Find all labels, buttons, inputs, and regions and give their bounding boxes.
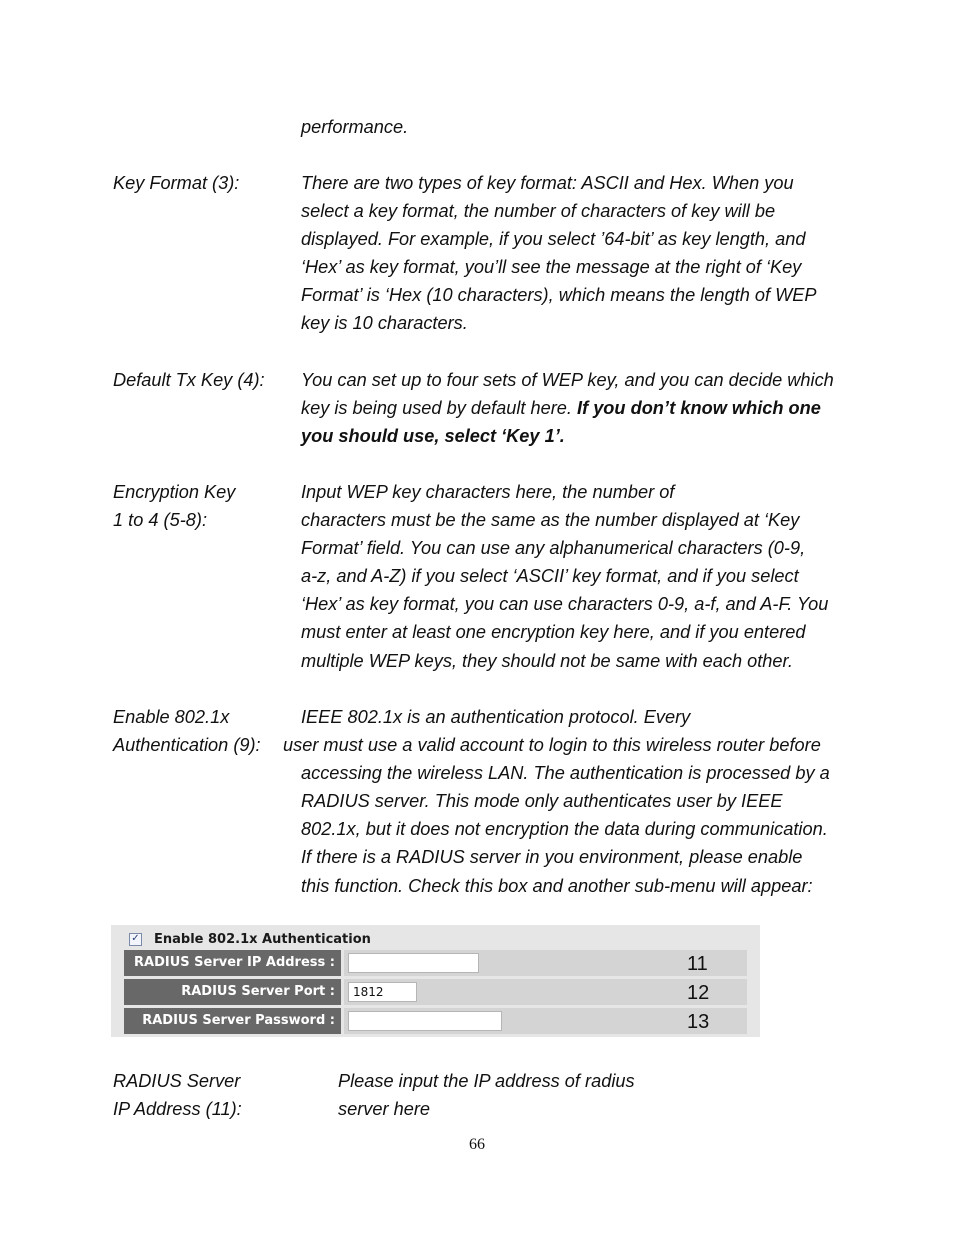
desc-line: Format’ is ‘Hex (10 characters), which means the length of WEP [301, 285, 817, 306]
desc-line [301, 394, 834, 422]
desc-emphasis: you should use, select ‘Key 1’. [301, 426, 565, 447]
default-tx-key-term: Default Tx Key (4): [113, 370, 265, 390]
enable-8021x-description [283, 703, 830, 900]
desc-line: 802.1x, but it does not encryption the data during communication. [301, 819, 828, 840]
desc-line: ‘Hex’ as key format, you can use characters 0-9, a-f, and A-F. You [301, 594, 829, 615]
enable-8021x-term [113, 703, 261, 759]
term-line: Encryption Key [113, 482, 236, 502]
enable-8021x-label: Enable 802.1x Authentication [154, 931, 371, 947]
page-number: 66 [469, 1136, 485, 1153]
encryption-key-description [301, 478, 828, 675]
callout-number: 12 [687, 982, 710, 1004]
desc-line: multiple WEP keys, they should not be same with each other. [301, 650, 793, 671]
desc-line: must enter at least one encryption key here, and if you entered [301, 622, 806, 643]
intro-continuation: performance. [301, 117, 409, 137]
radius-ip-label: RADIUS Server IP Address : [124, 950, 341, 976]
enable-8021x-checkbox[interactable]: ✓ [129, 933, 142, 946]
radius-ip-row [124, 950, 747, 976]
desc-line: Please input the IP address of radius [338, 1071, 635, 1091]
desc-emphasis: If you don’t know which one [577, 398, 821, 419]
radius-ip-description [338, 1067, 635, 1123]
desc-line: There are two types of key format: ASCII and Hex. When you [301, 173, 794, 193]
default-tx-key-description [301, 366, 834, 450]
desc-text: key is being used by default here. [301, 398, 578, 419]
radius-password-input[interactable] [348, 1011, 502, 1031]
term-line: RADIUS Server [113, 1071, 241, 1091]
desc-line: IEEE 802.1x is an authentication protocol. Every [301, 707, 691, 727]
desc-line: Format’ field. You can use any alphanumerical characters (0-9, [301, 538, 806, 559]
key-format-term: Key Format (3): [113, 173, 240, 193]
term-line: IP Address (11): [113, 1099, 242, 1120]
desc-line: Input WEP key characters here, the number of [301, 482, 675, 502]
key-format-description [301, 169, 817, 338]
desc-line: server here [338, 1099, 430, 1120]
radius-ip-cell [344, 950, 747, 976]
desc-line: RADIUS server. This mode only authenticates user by IEEE [301, 791, 783, 812]
desc-line: accessing the wireless LAN. The authentication is processed by a [301, 763, 830, 784]
desc-line: If there is a RADIUS server in you environment, please enable [301, 847, 803, 868]
desc-line: select a key format, the number of characters of key will be [301, 201, 776, 222]
radius-settings-panel [111, 925, 760, 1037]
term-line: Authentication (9): [113, 735, 261, 756]
desc-line: user must use a valid account to login to this wireless router before [283, 735, 821, 756]
desc-line: displayed. For example, if you select ’64-bit’ as key length, and [301, 229, 806, 250]
desc-line: You can set up to four sets of WEP key, and you can decide which [301, 370, 834, 390]
radius-port-cell [344, 979, 747, 1005]
desc-line: key is 10 characters. [301, 313, 468, 334]
term-line: Enable 802.1x [113, 707, 230, 727]
radius-password-label: RADIUS Server Password : [124, 1008, 341, 1034]
callout-number: 13 [687, 1011, 710, 1033]
desc-line: this function. Check this box and another sub-menu will appear: [301, 875, 813, 896]
encryption-key-term [113, 478, 235, 534]
term-line: 1 to 4 (5-8): [113, 510, 208, 531]
radius-port-label: RADIUS Server Port : [124, 979, 341, 1005]
callout-number: 11 [687, 953, 708, 975]
radius-password-row [124, 1008, 747, 1034]
desc-line: characters must be the same as the number displayed at ‘Key [301, 510, 800, 531]
radius-port-row [124, 979, 747, 1005]
desc-line: a-z, and A-Z) if you select ‘ASCII’ key format, and if you select [301, 566, 799, 587]
enable-8021x-row[interactable] [129, 929, 371, 949]
radius-password-cell [344, 1008, 747, 1034]
radius-ip-input[interactable] [348, 953, 479, 973]
desc-line: ‘Hex’ as key format, you’ll see the message at the right of ‘Key [301, 257, 802, 278]
radius-ip-term [113, 1067, 242, 1123]
desc-line [301, 422, 834, 450]
radius-port-input[interactable]: 1812 [348, 982, 417, 1002]
